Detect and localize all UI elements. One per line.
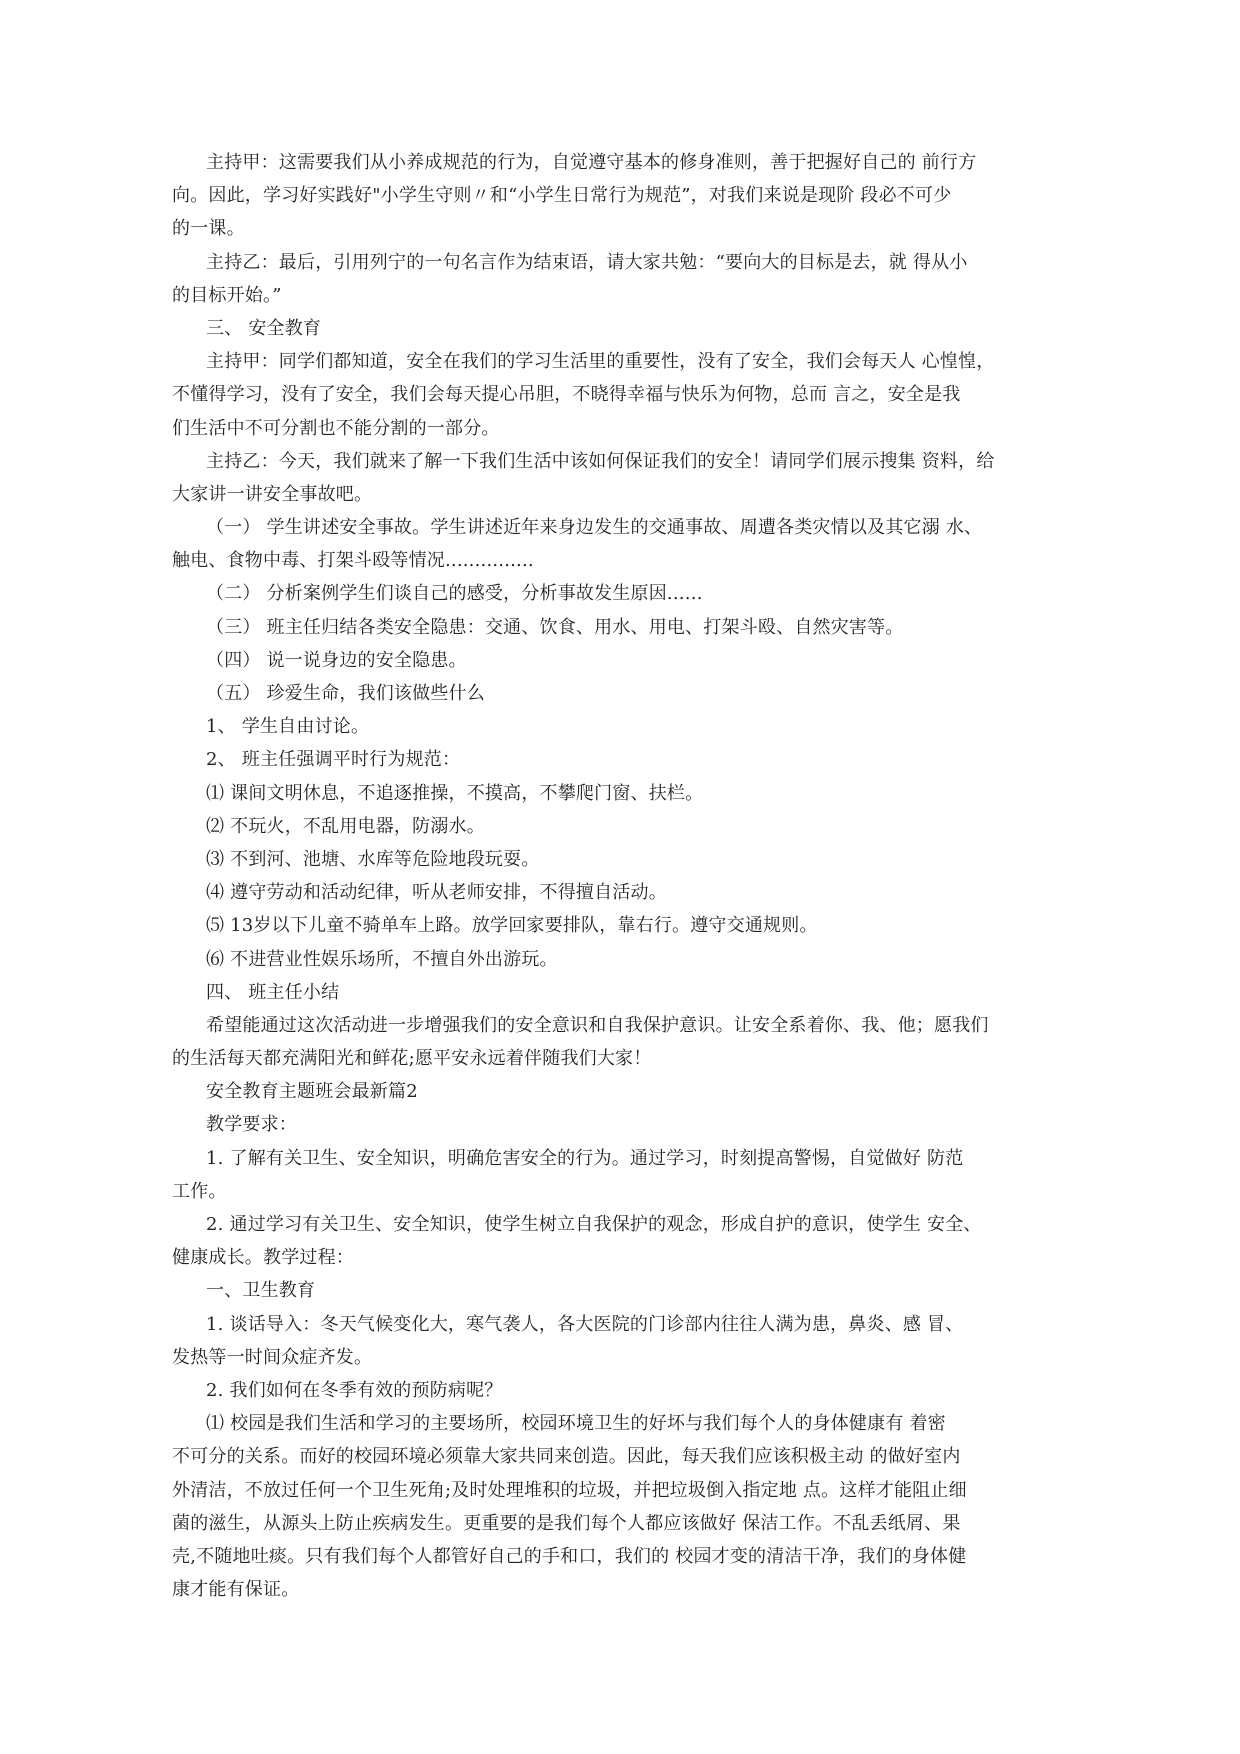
- text-line: 三、 安全教育: [206, 317, 322, 339]
- text-line: （三） 班主任归结各类安全隐患：交通、饮食、用水、用电、打架斗殴、自然灾害等。: [206, 616, 904, 638]
- text-line: 康才能有保证。: [172, 1579, 300, 1601]
- text-line: 健康成长。教学过程：: [172, 1247, 354, 1269]
- text-line: 壳,不随地吐痰。只有我们每个人都管好自己的手和口，我们的 校园才变的清洁干净，我们的身体健: [172, 1545, 967, 1567]
- text-line: 2. 我们如何在冬季有效的预防病呢？: [206, 1379, 503, 1401]
- text-line: 大家讲一讲安全事故吧。: [172, 483, 373, 505]
- text-line: ⑴ 校园是我们生活和学习的主要场所，校园环境卫生的好坏与我们每个人的身体健康有 着密: [206, 1413, 946, 1435]
- text-line: 工作。: [172, 1180, 227, 1202]
- text-line: 2. 通过学习有关卫生、安全知识，使学生树立自我保护的观念，形成自护的意识，使学生 安全、: [206, 1214, 982, 1235]
- text-line: ⑵ 不玩火，不乱用电器，防溺水。: [206, 815, 485, 837]
- text-line: 触电、食物中毒、打架斗殴等情况...............: [172, 550, 534, 572]
- text-line: （二） 分析案例学生们谈自己的感受，分析事故发生原因...…: [206, 583, 703, 605]
- document-body: [172, 146, 1068, 1606]
- text-line: 主持甲：同学们都知道，安全在我们的学习生活里的重要性，没有了安全，我们会每天人 心惶惶，: [206, 351, 995, 373]
- text-line: 四、 班主任小结: [206, 981, 340, 1003]
- text-line: ⑴ 课间文明休息，不追逐推操，不摸高，不攀爬门窗、扶栏。: [206, 782, 704, 804]
- text-line: （四） 说一说身边的安全隐患。: [206, 649, 467, 671]
- text-line: 1、 学生自由讨论。: [206, 716, 370, 738]
- text-line: 主持乙：今天，我们就来了解一下我们生活中该如何保证我们的安全！请同学们展示搜集 资料，给: [206, 450, 995, 472]
- text-line: 1. 了解有关卫生、安全知识，明确危害安全的行为。通过学习，时刻提高警惕，自觉做好 防范: [206, 1147, 964, 1169]
- text-line: ⑸ 13岁以下儿童不骑单车上路。放学回家要排队，靠右行。遵守交通规则。: [206, 915, 818, 937]
- text-line: （五） 珍爱生命，我们该做些什么: [206, 683, 485, 704]
- text-line: 菌的滋生，从源头上防止疾病发生。更重要的是我们每个人都应该做好 保洁工作。不乱丢纸屑、果: [172, 1512, 961, 1534]
- text-line: 教学要求：: [206, 1114, 297, 1136]
- text-line: 的一课。: [172, 218, 245, 240]
- text-line: 不可分的关系。而好的校园环境必须靠大家共同来创造。因此，每天我们应该积极主动 的做好室内: [172, 1446, 961, 1468]
- text-line: 们生活中不可分割也不能分割的一部分。: [172, 417, 500, 439]
- text-line: ⑷ 遵守劳动和活动纪律，听从老师安排，不得擅自活动。: [206, 882, 667, 904]
- text-line: 安全教育主题班会最新篇2: [206, 1081, 418, 1103]
- text-line: ⑶ 不到河、池塘、水库等危险地段玩耍。: [206, 848, 540, 870]
- text-line: （一） 学生讲述安全事故。学生讲述近年来身边发生的交通事故、周遭各类灾情以及其它溺 水、: [206, 517, 983, 539]
- text-line: 主持乙：最后，引用列宁的一句名言作为结束语，请大家共勉：“要向大的目标是去，就 得从小: [206, 251, 968, 273]
- text-line: 向。因此，学习好实践好"小学生守则〃和“小学生日常行为规范”，对我们来说是现阶 段必不可少: [172, 185, 952, 207]
- text-line: 一、卫生教育: [206, 1280, 316, 1302]
- text-line: 1. 谈话导入：冬天气候变化大，寒气袭人，各大医院的门诊部内往往人满为患，鼻炎、感 冒、: [206, 1313, 964, 1335]
- text-line: 主持甲：这需要我们从小养成规范的行为，自觉遵守基本的修身准则，善于把握好自己的 前行方: [206, 152, 977, 173]
- text-line: 2、 班主任强调平时行为规范：: [206, 749, 461, 771]
- text-line: 的目标开始。”: [172, 284, 282, 306]
- text-line: ⑹ 不进营业性娱乐场所，不擅自外出游玩。: [206, 948, 558, 970]
- text-line: 希望能通过这次活动进一步增强我们的安全意识和自我保护意识。让安全系着你、我、他；愿我们: [206, 1014, 989, 1036]
- text-line: 发热等一时间众症齐发。: [172, 1346, 373, 1368]
- text-line: 的生活每天都充满阳光和鲜花;愿平安永远着伴随我们大家！: [172, 1048, 652, 1070]
- text-line: 外清洁，不放过任何一个卫生死角;及时处理堆积的垃圾，并把垃圾倒入指定地 点。这样才能阻止细: [172, 1479, 967, 1501]
- text-line: 不懂得学习，没有了安全，我们会每天提心吊胆，不晓得幸福与快乐为何物，总而 言之，安全是我: [172, 384, 961, 406]
